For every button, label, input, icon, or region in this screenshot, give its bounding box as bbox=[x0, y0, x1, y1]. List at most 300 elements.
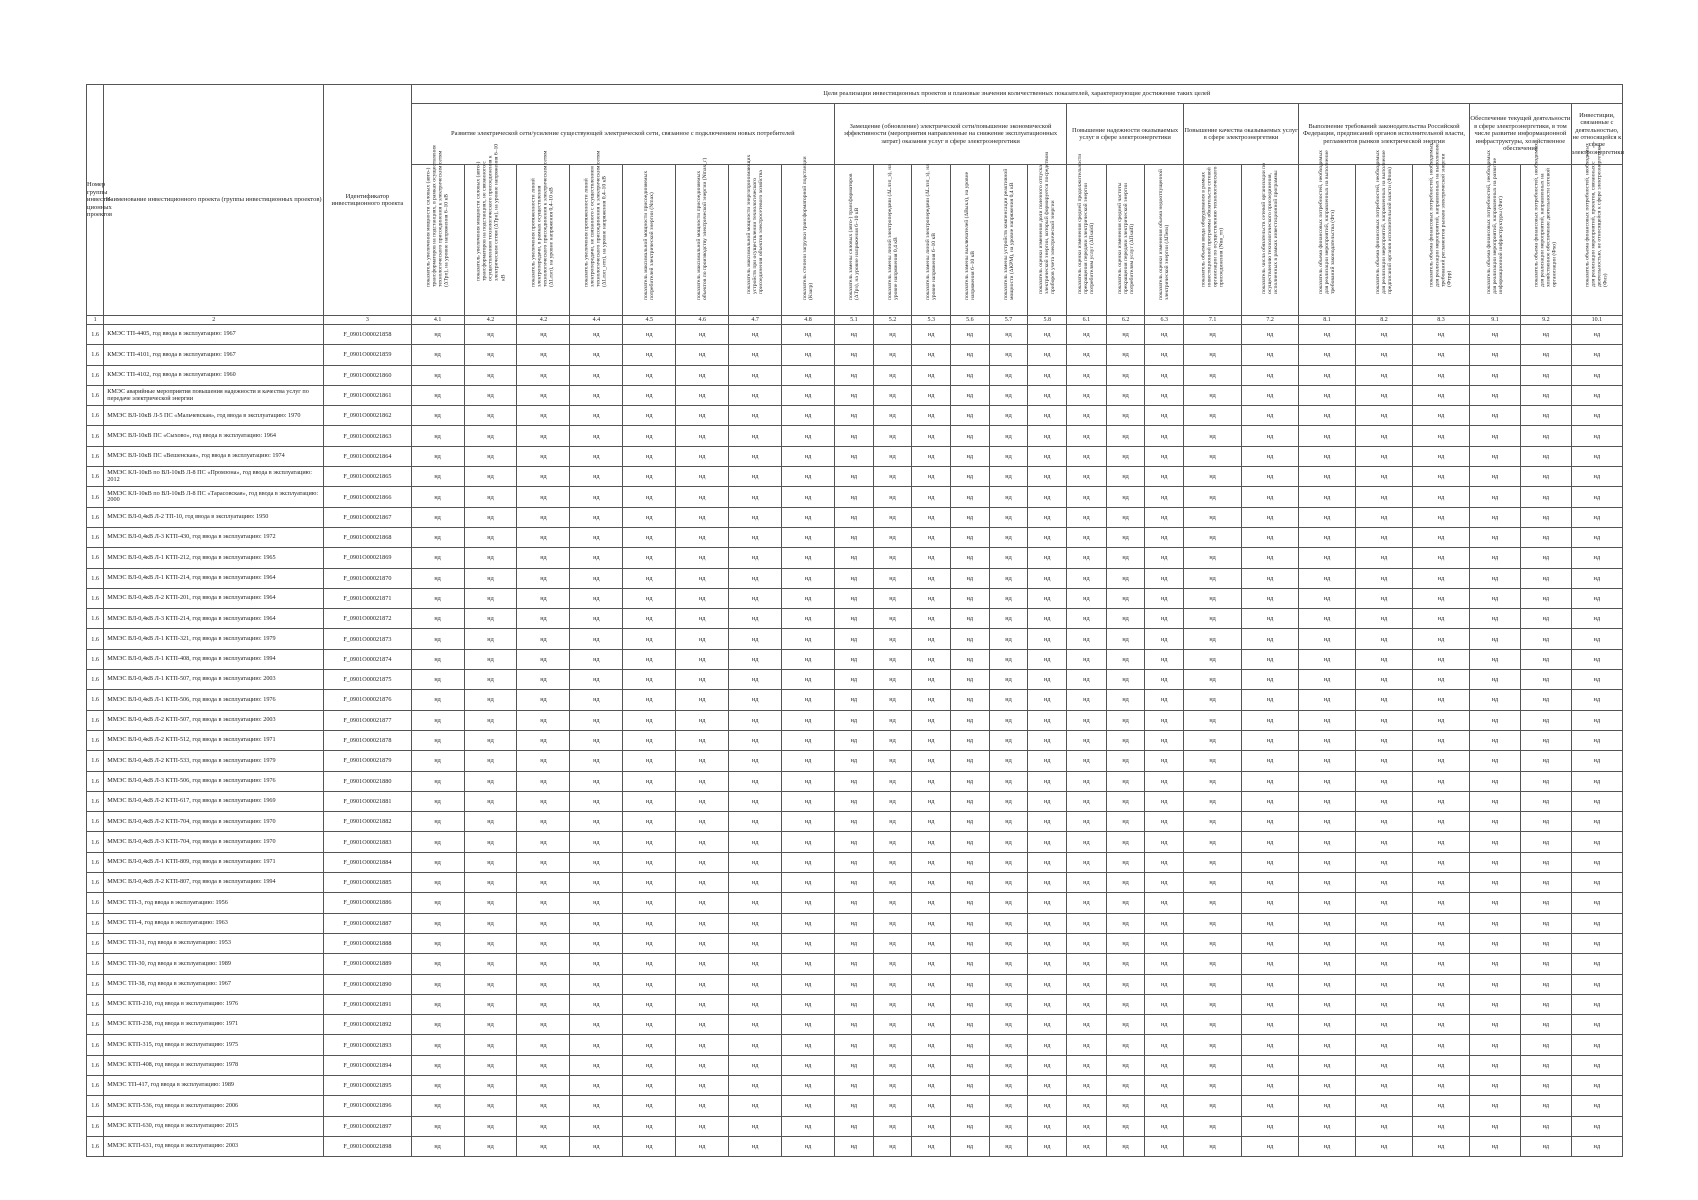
column-number-cell: 2 bbox=[104, 316, 324, 325]
row-value-cell: нд bbox=[912, 852, 951, 872]
row-project-id: F_0901O00021871 bbox=[324, 588, 412, 608]
row-value-cell: нд bbox=[464, 1055, 517, 1075]
row-value-cell: нд bbox=[873, 406, 912, 426]
row-value-cell: нд bbox=[1242, 1055, 1299, 1075]
row-value-cell: нд bbox=[623, 690, 676, 710]
row-value-cell: нд bbox=[1106, 1035, 1145, 1055]
row-value-cell: нд bbox=[1067, 913, 1107, 933]
row-project-name: ММЭС ВЛ-10кВ Л-5 ПС «Мальчевская», год ввода в эксплуатацию: 1970 bbox=[104, 406, 324, 426]
row-value-cell: нд bbox=[1145, 345, 1184, 365]
row-value-cell: нд bbox=[517, 467, 570, 487]
row-value-cell: нд bbox=[570, 527, 623, 547]
row-value-cell: нд bbox=[729, 710, 782, 730]
row-value-cell: нд bbox=[1571, 629, 1622, 649]
row-value-cell: нд bbox=[1299, 1035, 1356, 1055]
row-value-cell: нд bbox=[1028, 893, 1067, 913]
row-value-cell: нд bbox=[951, 527, 990, 547]
row-value-cell: нд bbox=[676, 994, 729, 1014]
row-value-cell: нд bbox=[912, 873, 951, 893]
row-project-name: ММЭС ВЛ-0,4кВ Л-2 КТП-201, год ввода в эксплуатацию: 1964 bbox=[104, 588, 324, 608]
row-value-cell: нд bbox=[1356, 670, 1413, 690]
row-value-cell: нд bbox=[1028, 568, 1067, 588]
row-value-cell: нд bbox=[411, 913, 464, 933]
row-value-cell: нд bbox=[1413, 994, 1470, 1014]
header-col-name: Наименование инвестиционного проекта (группы инвестиционных проектов) bbox=[104, 85, 324, 316]
row-value-cell: нд bbox=[1106, 913, 1145, 933]
row-value-cell: нд bbox=[1470, 406, 1521, 426]
row-value-cell: нд bbox=[1413, 1015, 1470, 1035]
row-value-cell: нд bbox=[1470, 771, 1521, 791]
row-value-cell: нд bbox=[1470, 1075, 1521, 1095]
row-value-cell: нд bbox=[782, 1035, 835, 1055]
row-value-cell: нд bbox=[989, 467, 1028, 487]
row-value-cell: нд bbox=[1299, 710, 1356, 730]
row-value-cell: нд bbox=[517, 527, 570, 547]
row-value-cell: нд bbox=[1413, 649, 1470, 669]
row-value-cell: нд bbox=[912, 954, 951, 974]
row-value-cell: нд bbox=[1299, 527, 1356, 547]
row-value-cell: нд bbox=[912, 812, 951, 832]
row-value-cell: нд bbox=[1242, 446, 1299, 466]
row-value-cell: нд bbox=[411, 426, 464, 446]
header-indicator-cell bbox=[464, 144, 517, 316]
row-value-cell: нд bbox=[1067, 994, 1107, 1014]
row-value-cell: нд bbox=[1145, 791, 1184, 811]
table-row bbox=[87, 1075, 1623, 1095]
row-value-cell: нд bbox=[517, 751, 570, 771]
row-value-cell: нд bbox=[1028, 730, 1067, 750]
row-value-cell: нд bbox=[623, 588, 676, 608]
row-project-id: F_0901O00021872 bbox=[324, 609, 412, 629]
row-value-cell: нд bbox=[1299, 649, 1356, 669]
row-value-cell: нд bbox=[835, 913, 874, 933]
row-value-cell: нд bbox=[989, 629, 1028, 649]
indicator-label: показатель замены силовых (авто-) трансформаторов (ΔТрз), на уровне напряжения 6–10 кВ bbox=[847, 173, 860, 300]
row-project-id: F_0901O00021883 bbox=[324, 832, 412, 852]
row-value-cell: нд bbox=[1520, 1136, 1571, 1156]
row-value-cell: нд bbox=[782, 365, 835, 385]
row-value-cell: нд bbox=[1356, 507, 1413, 527]
row-value-cell: нд bbox=[517, 1035, 570, 1055]
row-value-cell: нд bbox=[1242, 690, 1299, 710]
row-project-name: ММЭС ВЛ-0,4кВ Л-1 КТП-506, год ввода в эксплуатацию: 1976 bbox=[104, 690, 324, 710]
row-project-id: F_0901O00021876 bbox=[324, 690, 412, 710]
row-value-cell: нд bbox=[570, 507, 623, 527]
row-value-cell: нд bbox=[1067, 1015, 1107, 1035]
header-group-cell: Инвестиции, связанные с деятельностью, не относящейся к сфере электроэнергетики bbox=[1571, 104, 1622, 165]
row-value-cell: нд bbox=[570, 873, 623, 893]
table-row bbox=[87, 406, 1623, 426]
row-value-cell: нд bbox=[1571, 487, 1622, 507]
row-value-cell: нд bbox=[623, 649, 676, 669]
column-number-cell: 4.5 bbox=[623, 316, 676, 325]
row-value-cell: нд bbox=[951, 426, 990, 446]
row-value-cell: нд bbox=[1299, 1096, 1356, 1116]
row-value-cell: нд bbox=[1356, 913, 1413, 933]
row-value-cell: нд bbox=[1067, 325, 1107, 345]
row-value-cell: нд bbox=[729, 730, 782, 750]
row-value-cell: нд bbox=[676, 527, 729, 547]
row-value-cell: нд bbox=[989, 791, 1028, 811]
row-value-cell: нд bbox=[1520, 1035, 1571, 1055]
row-value-cell: нд bbox=[1413, 1035, 1470, 1055]
row-value-cell: нд bbox=[411, 487, 464, 507]
row-value-cell: нд bbox=[1145, 426, 1184, 446]
row-value-cell: нд bbox=[623, 954, 676, 974]
header-indicator-cell bbox=[517, 151, 570, 316]
row-value-cell: нд bbox=[464, 690, 517, 710]
row-value-cell: нд bbox=[676, 568, 729, 588]
indicator-label: показатель максимальной мощности энергопринимающих устройств при осуществлении технологического присоединения объектов электросетевого хозяйства bbox=[745, 154, 765, 294]
row-value-cell: нд bbox=[1571, 771, 1622, 791]
row-value-cell: нд bbox=[873, 325, 912, 345]
row-value-cell: нд bbox=[464, 629, 517, 649]
row-value-cell: нд bbox=[1356, 893, 1413, 913]
row-value-cell: нд bbox=[951, 832, 990, 852]
row-value-cell: нд bbox=[1299, 568, 1356, 588]
row-project-name: ММЭС ВЛ-0,4кВ Л-3 КТП-430, год ввода в эксплуатацию: 1972 bbox=[104, 527, 324, 547]
row-value-cell: нд bbox=[1470, 467, 1521, 487]
column-number-cell: 4.7 bbox=[729, 316, 782, 325]
row-value-cell: нд bbox=[1413, 609, 1470, 629]
row-value-cell: нд bbox=[873, 1055, 912, 1075]
row-project-id: F_0901O00021874 bbox=[324, 649, 412, 669]
header-indicator-cell bbox=[912, 165, 951, 316]
row-value-cell: нд bbox=[1356, 609, 1413, 629]
column-number-cell: 4.1 bbox=[411, 316, 464, 325]
row-project-id: F_0901O00021892 bbox=[324, 1015, 412, 1035]
row-value-cell: нд bbox=[1571, 933, 1622, 953]
row-value-cell: нд bbox=[835, 507, 874, 527]
row-value-cell: нд bbox=[1242, 852, 1299, 872]
row-project-id: F_0901O00021887 bbox=[324, 913, 412, 933]
row-value-cell: нд bbox=[411, 385, 464, 405]
row-value-cell: нд bbox=[951, 406, 990, 426]
row-value-cell: нд bbox=[570, 771, 623, 791]
row-value-cell: нд bbox=[676, 507, 729, 527]
row-value-cell: нд bbox=[951, 1015, 990, 1035]
row-value-cell: нд bbox=[1413, 406, 1470, 426]
row-value-cell: нд bbox=[1028, 385, 1067, 405]
row-value-cell: нд bbox=[989, 873, 1028, 893]
row-value-cell: нд bbox=[1145, 873, 1184, 893]
row-value-cell: нд bbox=[1145, 487, 1184, 507]
row-value-cell: нд bbox=[873, 507, 912, 527]
row-value-cell: нд bbox=[1299, 325, 1356, 345]
row-value-cell: нд bbox=[623, 527, 676, 547]
row-value-cell: нд bbox=[1413, 1075, 1470, 1095]
row-project-name: ММЭС ВЛ-10кВ ПС «Вешенская», год ввода в эксплуатацию: 1974 bbox=[104, 446, 324, 466]
row-value-cell: нд bbox=[1571, 832, 1622, 852]
row-value-cell: нд bbox=[411, 467, 464, 487]
row-value-cell: нд bbox=[411, 365, 464, 385]
table-row bbox=[87, 325, 1623, 345]
row-value-cell: нд bbox=[517, 873, 570, 893]
row-value-cell: нд bbox=[1028, 548, 1067, 568]
table-row bbox=[87, 649, 1623, 669]
row-value-cell: нд bbox=[464, 751, 517, 771]
row-value-cell: нд bbox=[517, 954, 570, 974]
row-value-cell: нд bbox=[1184, 588, 1242, 608]
row-value-cell: нд bbox=[570, 852, 623, 872]
indicator-label: показатель объема финансовых потребностей, необходимых для реализации мероприятий, направленных на развитие информационной инфраструктуры (Фит) bbox=[1485, 149, 1505, 294]
row-value-cell: нд bbox=[1299, 974, 1356, 994]
row-value-cell: нд bbox=[1413, 974, 1470, 994]
row-value-cell: нд bbox=[623, 609, 676, 629]
row-value-cell: нд bbox=[1184, 487, 1242, 507]
row-value-cell: нд bbox=[1184, 609, 1242, 629]
row-value-cell: нд bbox=[782, 345, 835, 365]
column-number-cell: 7.1 bbox=[1184, 316, 1242, 325]
row-value-cell: нд bbox=[1106, 548, 1145, 568]
row-value-cell: нд bbox=[411, 629, 464, 649]
row-value-cell: нд bbox=[1520, 345, 1571, 365]
row-value-cell: нд bbox=[1242, 365, 1299, 385]
row-value-cell: нд bbox=[1470, 913, 1521, 933]
row-value-cell: нд bbox=[873, 385, 912, 405]
row-value-cell: нд bbox=[1145, 933, 1184, 953]
row-value-cell: нд bbox=[464, 568, 517, 588]
row-value-cell: нд bbox=[951, 751, 990, 771]
row-value-cell: нд bbox=[464, 325, 517, 345]
row-project-id: F_0901O00021884 bbox=[324, 852, 412, 872]
row-value-cell: нд bbox=[729, 1116, 782, 1136]
row-value-cell: нд bbox=[1067, 1075, 1107, 1095]
table-row bbox=[87, 994, 1623, 1014]
row-value-cell: нд bbox=[1470, 690, 1521, 710]
row-value-cell: нд bbox=[912, 913, 951, 933]
row-value-cell: нд bbox=[1571, 426, 1622, 446]
row-value-cell: нд bbox=[729, 365, 782, 385]
row-value-cell: нд bbox=[1470, 568, 1521, 588]
row-value-cell: нд bbox=[1242, 487, 1299, 507]
row-value-cell: нд bbox=[1106, 994, 1145, 1014]
row-value-cell: нд bbox=[729, 670, 782, 690]
row-value-cell: нд bbox=[464, 406, 517, 426]
row-project-id: F_0901O00021879 bbox=[324, 751, 412, 771]
row-value-cell: нд bbox=[1106, 954, 1145, 974]
table-row bbox=[87, 507, 1623, 527]
row-value-cell: нд bbox=[873, 609, 912, 629]
table-row bbox=[87, 670, 1623, 690]
row-value-cell: нд bbox=[989, 730, 1028, 750]
row-value-cell: нд bbox=[1242, 426, 1299, 446]
row-value-cell: нд bbox=[835, 812, 874, 832]
row-value-cell: нд bbox=[1571, 406, 1622, 426]
row-value-cell: нд bbox=[1520, 446, 1571, 466]
row-value-cell: нд bbox=[989, 507, 1028, 527]
row-value-cell: нд bbox=[729, 568, 782, 588]
header-indicator-cell bbox=[1520, 143, 1571, 316]
row-value-cell: нд bbox=[1106, 974, 1145, 994]
row-value-cell: нд bbox=[873, 832, 912, 852]
row-project-name: КМЭС ТП-4101, год ввода в эксплуатацию: 1967 bbox=[104, 345, 324, 365]
row-value-cell: нд bbox=[1106, 507, 1145, 527]
row-value-cell: нд bbox=[1571, 751, 1622, 771]
row-value-cell: нд bbox=[782, 670, 835, 690]
row-value-cell: нд bbox=[912, 751, 951, 771]
row-value-cell: нд bbox=[1145, 649, 1184, 669]
row-value-cell: нд bbox=[1470, 873, 1521, 893]
row-value-cell: нд bbox=[411, 771, 464, 791]
row-value-cell: нд bbox=[989, 751, 1028, 771]
row-project-name: ММЭС КТП-630, год ввода в эксплуатацию: 2015 bbox=[104, 1116, 324, 1136]
row-value-cell: нд bbox=[1470, 751, 1521, 771]
row-value-cell: нд bbox=[989, 1136, 1028, 1156]
row-value-cell: нд bbox=[912, 426, 951, 446]
row-value-cell: нд bbox=[835, 629, 874, 649]
row-value-cell: нд bbox=[1413, 893, 1470, 913]
row-value-cell: нд bbox=[676, 690, 729, 710]
row-value-cell: нд bbox=[782, 1116, 835, 1136]
row-value-cell: нд bbox=[873, 690, 912, 710]
row-value-cell: нд bbox=[623, 852, 676, 872]
row-value-cell: нд bbox=[570, 406, 623, 426]
row-value-cell: нд bbox=[1028, 710, 1067, 730]
row-value-cell: нд bbox=[1299, 873, 1356, 893]
row-value-cell: нд bbox=[1106, 690, 1145, 710]
row-value-cell: нд bbox=[912, 670, 951, 690]
row-value-cell: нд bbox=[1067, 568, 1107, 588]
row-value-cell: нд bbox=[912, 1116, 951, 1136]
row-value-cell: нд bbox=[1145, 1035, 1184, 1055]
row-group-number: 1.6 bbox=[87, 507, 104, 527]
row-value-cell: нд bbox=[1145, 690, 1184, 710]
row-group-number: 1.6 bbox=[87, 467, 104, 487]
row-value-cell: нд bbox=[1413, 832, 1470, 852]
row-value-cell: нд bbox=[912, 568, 951, 588]
row-value-cell: нд bbox=[623, 771, 676, 791]
row-project-id: F_0901O00021898 bbox=[324, 1136, 412, 1156]
row-value-cell: нд bbox=[676, 1136, 729, 1156]
table-row bbox=[87, 548, 1623, 568]
row-value-cell: нд bbox=[1145, 507, 1184, 527]
row-value-cell: нд bbox=[1028, 1035, 1067, 1055]
row-value-cell: нд bbox=[835, 954, 874, 974]
row-value-cell: нд bbox=[1571, 1015, 1622, 1035]
row-value-cell: нд bbox=[873, 1035, 912, 1055]
row-value-cell: нд bbox=[989, 994, 1028, 1014]
row-value-cell: нд bbox=[1520, 507, 1571, 527]
row-value-cell: нд bbox=[1299, 406, 1356, 426]
row-value-cell: нд bbox=[464, 832, 517, 852]
row-value-cell: нд bbox=[1184, 670, 1242, 690]
row-value-cell: нд bbox=[1145, 913, 1184, 933]
row-value-cell: нд bbox=[1571, 670, 1622, 690]
row-value-cell: нд bbox=[835, 609, 874, 629]
row-value-cell: нд bbox=[1106, 1055, 1145, 1075]
row-value-cell: нд bbox=[517, 670, 570, 690]
header-indicator-cell bbox=[1028, 151, 1067, 316]
row-value-cell: нд bbox=[1470, 1116, 1521, 1136]
row-value-cell: нд bbox=[1067, 974, 1107, 994]
row-value-cell: нд bbox=[1106, 487, 1145, 507]
row-value-cell: нд bbox=[729, 507, 782, 527]
row-value-cell: нд bbox=[676, 487, 729, 507]
row-project-name: ММЭС ТП-3, год ввода в эксплуатацию: 1956 bbox=[104, 893, 324, 913]
row-value-cell: нд bbox=[1413, 791, 1470, 811]
row-value-cell: нд bbox=[912, 588, 951, 608]
row-value-cell: нд bbox=[1067, 933, 1107, 953]
row-value-cell: нд bbox=[1520, 588, 1571, 608]
row-value-cell: нд bbox=[1356, 1015, 1413, 1035]
row-group-number: 1.6 bbox=[87, 832, 104, 852]
row-value-cell: нд bbox=[1470, 548, 1521, 568]
row-value-cell: нд bbox=[1184, 1035, 1242, 1055]
row-value-cell: нд bbox=[1242, 609, 1299, 629]
row-value-cell: нд bbox=[782, 629, 835, 649]
header-indicator-cell bbox=[989, 165, 1028, 316]
row-value-cell: нд bbox=[1299, 771, 1356, 791]
row-value-cell: нд bbox=[411, 527, 464, 547]
row-value-cell: нд bbox=[873, 1116, 912, 1136]
row-value-cell: нд bbox=[1470, 670, 1521, 690]
row-value-cell: нд bbox=[989, 345, 1028, 365]
row-value-cell: нд bbox=[1356, 649, 1413, 669]
indicator-label: показатель замены устройств компенсации реактивной мощности (ΔКРМ), на уровне напряжения 0,4 кВ bbox=[1002, 168, 1015, 300]
row-value-cell: нд bbox=[1028, 974, 1067, 994]
row-value-cell: нд bbox=[1356, 426, 1413, 446]
row-value-cell: нд bbox=[464, 588, 517, 608]
row-value-cell: нд bbox=[1028, 852, 1067, 872]
row-value-cell: нд bbox=[912, 974, 951, 994]
row-group-number: 1.6 bbox=[87, 852, 104, 872]
row-group-number: 1.6 bbox=[87, 994, 104, 1014]
row-value-cell: нд bbox=[989, 954, 1028, 974]
row-value-cell: нд bbox=[835, 832, 874, 852]
row-value-cell: нд bbox=[1470, 385, 1521, 405]
row-value-cell: нд bbox=[1520, 812, 1571, 832]
row-value-cell: нд bbox=[1242, 994, 1299, 1014]
table-row bbox=[87, 426, 1623, 446]
row-value-cell: нд bbox=[1242, 649, 1299, 669]
row-value-cell: нд bbox=[912, 1075, 951, 1095]
row-value-cell: нд bbox=[782, 873, 835, 893]
row-value-cell: нд bbox=[951, 954, 990, 974]
row-value-cell: нд bbox=[1413, 507, 1470, 527]
row-value-cell: нд bbox=[623, 873, 676, 893]
row-value-cell: нд bbox=[676, 1116, 729, 1136]
row-value-cell: нд bbox=[1028, 609, 1067, 629]
row-value-cell: нд bbox=[835, 852, 874, 872]
row-group-number: 1.6 bbox=[87, 913, 104, 933]
row-value-cell: нд bbox=[623, 345, 676, 365]
row-value-cell: нд bbox=[1356, 527, 1413, 547]
row-value-cell: нд bbox=[517, 933, 570, 953]
row-value-cell: нд bbox=[1571, 385, 1622, 405]
row-value-cell: нд bbox=[912, 446, 951, 466]
header-indicator-cell bbox=[1413, 143, 1470, 316]
row-value-cell: нд bbox=[1184, 649, 1242, 669]
row-value-cell: нд bbox=[570, 548, 623, 568]
row-value-cell: нд bbox=[1242, 1116, 1299, 1136]
row-value-cell: нд bbox=[1184, 406, 1242, 426]
row-value-cell: нд bbox=[1106, 426, 1145, 446]
row-value-cell: нд bbox=[873, 446, 912, 466]
row-value-cell: нд bbox=[676, 933, 729, 953]
row-value-cell: нд bbox=[1184, 507, 1242, 527]
row-value-cell: нд bbox=[782, 325, 835, 345]
row-value-cell: нд bbox=[782, 406, 835, 426]
row-value-cell: нд bbox=[782, 1015, 835, 1035]
row-value-cell: нд bbox=[623, 751, 676, 771]
indicator-label: показатель объема финансовых потребностей, необходимых для реализации мероприятий, направленных на выполнение требований законодательства (Фтз) bbox=[1317, 149, 1337, 294]
row-value-cell: нд bbox=[989, 588, 1028, 608]
row-value-cell: нд bbox=[1299, 609, 1356, 629]
row-project-id: F_0901O00021877 bbox=[324, 710, 412, 730]
row-value-cell: нд bbox=[782, 1136, 835, 1156]
row-value-cell: нд bbox=[1242, 1015, 1299, 1035]
